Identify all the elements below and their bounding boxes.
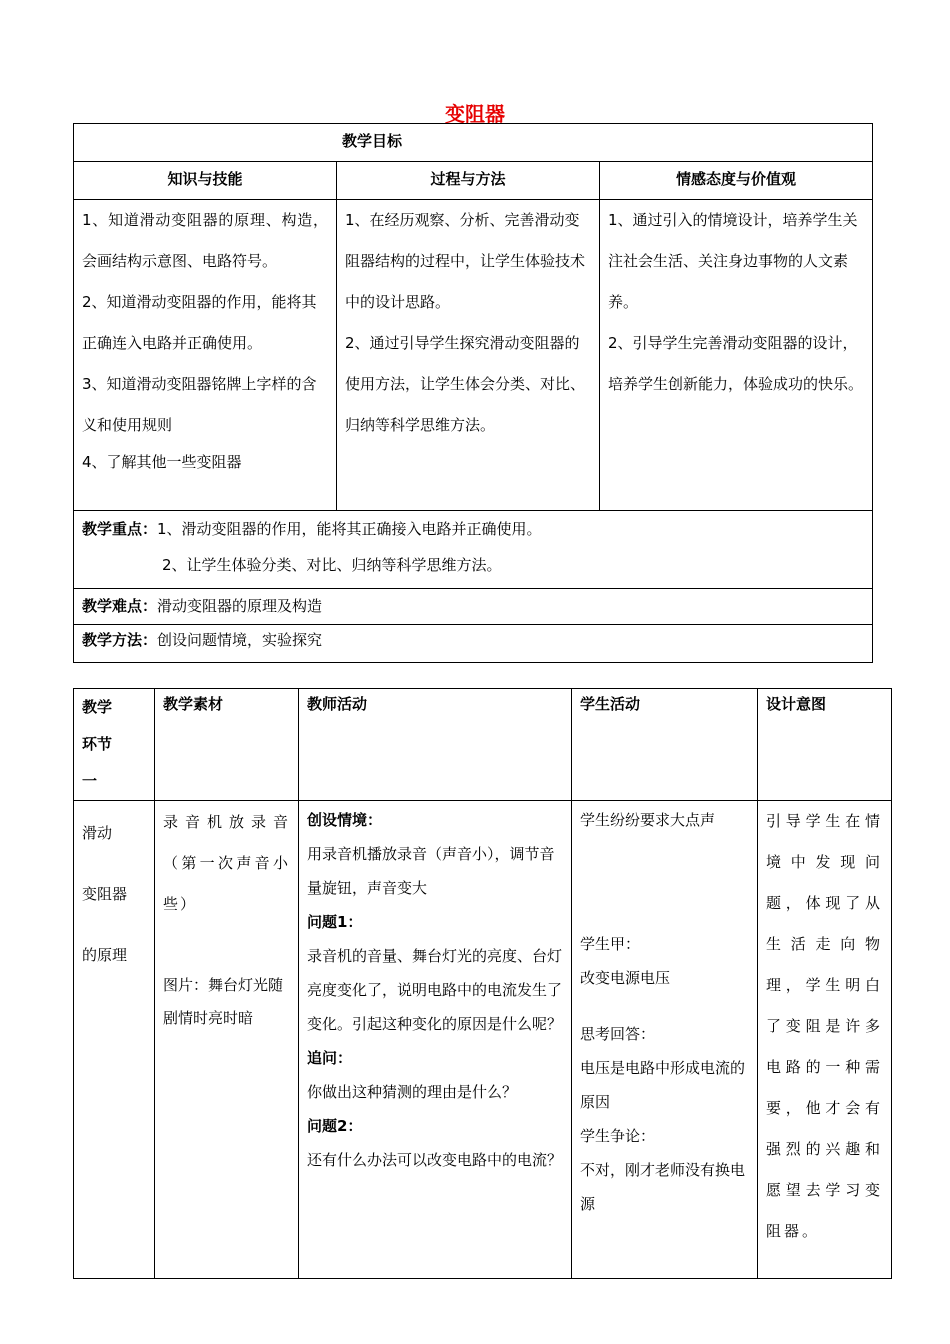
knowledge-item: 4、了解其他一些变阻器 <box>82 453 242 471</box>
header-student: 学生活动 <box>572 689 758 801</box>
header-intent: 设计意图 <box>758 689 892 801</box>
header-stage-label: 教学环节一 <box>82 698 113 790</box>
question2-text: 还有什么办法可以改变电路中的电流？ <box>307 1151 563 1169</box>
process-item: 1、在经历观察、分析、完善滑动变阻器结构的过程中，让学生体验技术中的设计思路。 <box>345 211 586 311</box>
process-cell <box>337 200 600 511</box>
key-points-cell <box>74 511 873 589</box>
difficulty-text: 滑动变阻器的原理及构造 <box>157 597 323 615</box>
stage-line: 的原理 <box>82 946 128 964</box>
student-response: 不对，刚才老师没有换电源 <box>580 1161 746 1213</box>
student-response: 学生纷纷要求大点声 <box>580 811 716 829</box>
objectives-heading-cell <box>74 124 873 162</box>
key-point-item: 1、滑动变阻器的作用，能将其正确接入电路并正确使用。 <box>157 520 542 538</box>
material-item: 录音机放录音（第一次声音小些） <box>163 813 290 913</box>
header-materials: 教学素材 <box>155 689 299 801</box>
header-stage <box>74 689 155 801</box>
knowledge-item: 3、知道滑动变阻器铭牌上字样的含义和使用规则 <box>82 375 317 434</box>
process-item: 2、通过引导学生探究滑动变阻器的使用方法，让学生体会分类、对比、归纳等科学思维方法。 <box>345 334 586 434</box>
stage-cell <box>74 801 155 1279</box>
col-header-knowledge: 知识与技能 <box>74 162 337 200</box>
objectives-heading: 教学目标 <box>342 132 403 150</box>
emotion-item: 2、引导学生完善滑动变阻器的设计，培养学生创新能力，体验成功的快乐。 <box>608 334 864 393</box>
method-label: 教学方法： <box>82 631 158 649</box>
student-cell <box>572 801 758 1279</box>
knowledge-cell <box>74 200 337 511</box>
followup-text: 你做出这种猜测的理由是什么？ <box>307 1083 518 1101</box>
question1-label: 问题1： <box>307 913 363 931</box>
key-point-item: 2、让学生体验分类、对比、归纳等科学思维方法。 <box>162 556 502 574</box>
difficulty-cell <box>74 589 873 625</box>
stage-line: 变阻器 <box>82 885 128 903</box>
followup-label: 追问： <box>307 1049 353 1067</box>
material-item: 图片：舞台灯光随剧情时亮时暗 <box>163 976 284 1027</box>
objectives-table <box>73 123 873 663</box>
student-label: 学生甲： <box>580 935 641 953</box>
student-response: 改变电源电压 <box>580 969 671 987</box>
key-points-label: 教学重点： <box>82 520 158 538</box>
document-title: 变阻器 <box>445 102 505 126</box>
student-label: 思考回答： <box>580 1025 656 1043</box>
col-header-process: 过程与方法 <box>337 162 600 200</box>
student-response: 电压是电路中形成电流的原因 <box>580 1059 746 1111</box>
process-table <box>73 688 892 1279</box>
materials-cell <box>155 801 299 1279</box>
intent-cell: 引导学生在情境中发现问题，体现了从生活走向物理，学生明白了变阻是许多电路的一种需要，他才会有强烈的兴趣和愿望去学习变阻器。 <box>758 801 892 1279</box>
method-cell <box>74 625 873 663</box>
difficulty-label: 教学难点： <box>82 597 158 615</box>
teacher-cell <box>299 801 572 1279</box>
question1-text: 录音机的音量、舞台灯光的亮度、台灯亮度变化了，说明电路中的电流发生了变化。引起这种变化的原因是什么呢？ <box>307 947 563 1033</box>
question2-label: 问题2： <box>307 1117 363 1135</box>
situation-label: 创设情境： <box>307 811 383 829</box>
emotion-cell <box>600 200 873 511</box>
knowledge-item: 1、知道滑动变阻器的原理、构造，会画结构示意图、电路符号。 <box>82 211 328 270</box>
method-text: 创设问题情境，实验探究 <box>157 631 323 649</box>
knowledge-item: 2、知道滑动变阻器的作用，能将其正确连入电路并正确使用。 <box>82 293 317 352</box>
student-label: 学生争论： <box>580 1127 656 1145</box>
col-header-emotion: 情感态度与价值观 <box>600 162 873 200</box>
header-teacher: 教师活动 <box>299 689 572 801</box>
emotion-item: 1、通过引入的情境设计，培养学生关注社会生活、关注身边事物的人文素养。 <box>608 211 858 311</box>
stage-line: 滑动 <box>82 824 113 842</box>
situation-text: 用录音机播放录音（声音小），调节音量旋钮，声音变大 <box>307 845 555 897</box>
